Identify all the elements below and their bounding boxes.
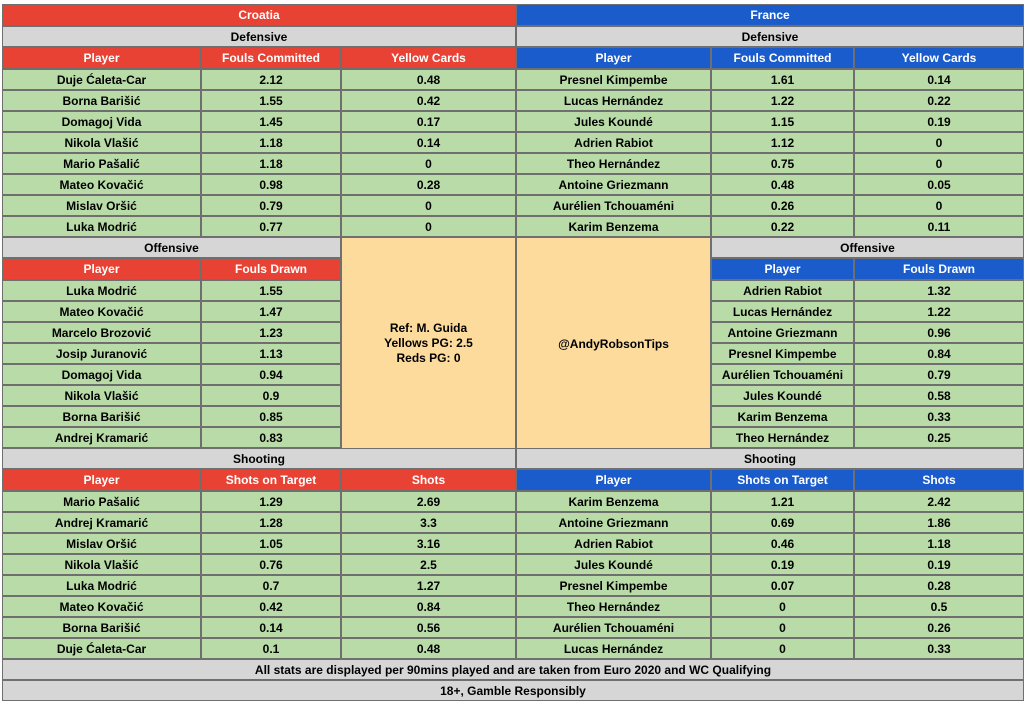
author-handle: @AndyRobsonTips	[516, 237, 711, 450]
table-cell-shots-on-target: 0	[711, 617, 854, 638]
table-cell-fouls: 0.22	[711, 216, 854, 237]
france-offensive-title: Offensive	[711, 237, 1024, 258]
table-cell-shots: 3.3	[341, 512, 516, 533]
table-cell-fouls: 0.48	[711, 174, 854, 195]
table-cell-fouls: 0.98	[201, 174, 341, 195]
table-cell-player: Karim Benzema	[711, 406, 854, 427]
table-cell-fouls-drawn: 0.25	[854, 427, 1024, 448]
table-cell-fouls-drawn: 1.23	[201, 322, 341, 343]
referee-yellows-per-game: Yellows PG: 2.5	[384, 336, 473, 350]
table-cell-fouls-drawn: 1.22	[854, 301, 1024, 322]
france-defensive-yellows-header: Yellow Cards	[854, 47, 1024, 69]
france-shots-header: Shots	[854, 469, 1024, 491]
table-cell-shots: 0.19	[854, 554, 1024, 575]
table-cell-player: Nikola Vlašić	[2, 385, 201, 406]
table-cell-fouls: 1.15	[711, 111, 854, 132]
table-cell-player: Luka Modrić	[2, 280, 201, 301]
croatia-offensive-fouls-drawn-header: Fouls Drawn	[201, 258, 341, 280]
table-cell-player: Borna Barišić	[2, 406, 201, 427]
croatia-shooting-title: Shooting	[2, 448, 516, 469]
stats-sheet	[2, 4, 1024, 701]
table-cell-player: Nikola Vlašić	[2, 132, 201, 153]
table-cell-shots: 2.5	[341, 554, 516, 575]
table-cell-player: Aurélien Tchouaméni	[711, 364, 854, 385]
table-cell-fouls-drawn: 0.58	[854, 385, 1024, 406]
table-cell-player: Aurélien Tchouaméni	[516, 195, 711, 216]
table-cell-fouls: 1.45	[201, 111, 341, 132]
table-cell-player: Jules Koundé	[516, 554, 711, 575]
table-cell-shots-on-target: 0.1	[201, 638, 341, 659]
croatia-defensive-yellows-header: Yellow Cards	[341, 47, 516, 69]
table-cell-fouls-drawn: 0.85	[201, 406, 341, 427]
table-cell-player: Lucas Hernández	[711, 301, 854, 322]
table-cell-player: Jules Koundé	[711, 385, 854, 406]
france-shooting-player-header: Player	[516, 469, 711, 491]
table-cell-player: Duje Ćaleta-Car	[2, 69, 201, 90]
table-cell-yellows: 0	[341, 153, 516, 174]
table-cell-fouls: 1.22	[711, 90, 854, 111]
table-cell-player: Antoine Griezmann	[711, 322, 854, 343]
table-cell-player: Borna Barišić	[2, 617, 201, 638]
table-cell-player: Andrej Kramarić	[2, 427, 201, 448]
gamble-disclaimer: 18+, Gamble Responsibly	[2, 680, 1024, 701]
table-cell-fouls-drawn: 1.32	[854, 280, 1024, 301]
croatia-defensive-fouls-header: Fouls Committed	[201, 47, 341, 69]
table-cell-player: Adrien Rabiot	[711, 280, 854, 301]
table-cell-yellows: 0.14	[854, 69, 1024, 90]
table-cell-player: Borna Barišić	[2, 90, 201, 111]
table-cell-shots-on-target: 0.07	[711, 575, 854, 596]
table-cell-player: Mario Pašalić	[2, 491, 201, 512]
table-cell-fouls-drawn: 0.83	[201, 427, 341, 448]
table-cell-shots-on-target: 1.21	[711, 491, 854, 512]
croatia-offensive-player-header: Player	[2, 258, 201, 280]
table-cell-player: Presnel Kimpembe	[711, 343, 854, 364]
table-cell-shots-on-target: 1.28	[201, 512, 341, 533]
table-cell-shots: 0.5	[854, 596, 1024, 617]
table-cell-yellows: 0	[341, 195, 516, 216]
france-defensive-fouls-header: Fouls Committed	[711, 47, 854, 69]
table-cell-shots: 2.42	[854, 491, 1024, 512]
table-cell-shots: 0.33	[854, 638, 1024, 659]
france-offensive-player-header: Player	[711, 258, 854, 280]
table-cell-yellows: 0	[854, 195, 1024, 216]
table-cell-shots-on-target: 1.05	[201, 533, 341, 554]
table-cell-player: Presnel Kimpembe	[516, 575, 711, 596]
table-cell-fouls: 0.77	[201, 216, 341, 237]
table-cell-fouls-drawn: 0.84	[854, 343, 1024, 364]
table-cell-player: Mislav Oršić	[2, 533, 201, 554]
table-cell-fouls: 1.61	[711, 69, 854, 90]
table-cell-player: Domagoj Vida	[2, 364, 201, 385]
table-cell-yellows: 0.42	[341, 90, 516, 111]
table-cell-fouls: 1.18	[201, 153, 341, 174]
croatia-shooting-player-header: Player	[2, 469, 201, 491]
france-shots-on-target-header: Shots on Target	[711, 469, 854, 491]
table-cell-yellows: 0.22	[854, 90, 1024, 111]
table-cell-player: Theo Hernández	[516, 153, 711, 174]
table-cell-player: Lucas Hernández	[516, 90, 711, 111]
table-cell-fouls-drawn: 0.79	[854, 364, 1024, 385]
table-cell-fouls-drawn: 1.13	[201, 343, 341, 364]
referee-name: Ref: M. Guida	[389, 321, 468, 335]
table-cell-shots-on-target: 0.14	[201, 617, 341, 638]
table-cell-fouls: 1.18	[201, 132, 341, 153]
table-cell-shots-on-target: 0.46	[711, 533, 854, 554]
table-cell-player: Jules Koundé	[516, 111, 711, 132]
table-cell-fouls: 2.12	[201, 69, 341, 90]
table-cell-shots: 2.69	[341, 491, 516, 512]
table-cell-yellows: 0.14	[341, 132, 516, 153]
france-defensive-title: Defensive	[516, 26, 1024, 47]
table-cell-fouls: 0.79	[201, 195, 341, 216]
table-cell-yellows: 0.19	[854, 111, 1024, 132]
table-cell-shots: 0.26	[854, 617, 1024, 638]
table-cell-player: Theo Hernández	[516, 596, 711, 617]
table-cell-fouls: 1.12	[711, 132, 854, 153]
croatia-shots-on-target-header: Shots on Target	[201, 469, 341, 491]
table-cell-yellows: 0	[341, 216, 516, 237]
table-cell-player: Mario Pašalić	[2, 153, 201, 174]
table-cell-player: Antoine Griezmann	[516, 174, 711, 195]
table-cell-yellows: 0.05	[854, 174, 1024, 195]
table-cell-yellows: 0.48	[341, 69, 516, 90]
table-cell-player: Mislav Oršić	[2, 195, 201, 216]
table-cell-fouls-drawn: 0.33	[854, 406, 1024, 427]
table-cell-shots: 3.16	[341, 533, 516, 554]
france-offensive-fouls-drawn-header: Fouls Drawn	[854, 258, 1024, 280]
table-cell-yellows: 0.17	[341, 111, 516, 132]
table-cell-player: Luka Modrić	[2, 216, 201, 237]
table-cell-shots: 1.86	[854, 512, 1024, 533]
table-cell-shots: 1.18	[854, 533, 1024, 554]
table-cell-yellows: 0	[854, 153, 1024, 174]
table-cell-player: Josip Juranović	[2, 343, 201, 364]
table-cell-yellows: 0	[854, 132, 1024, 153]
table-cell-player: Mateo Kovačić	[2, 596, 201, 617]
table-cell-fouls-drawn: 0.96	[854, 322, 1024, 343]
table-cell-player: Nikola Vlašić	[2, 554, 201, 575]
table-cell-player: Antoine Griezmann	[516, 512, 711, 533]
france-team-header: France	[516, 4, 1024, 26]
table-cell-shots: 0.48	[341, 638, 516, 659]
table-cell-shots-on-target: 1.29	[201, 491, 341, 512]
table-cell-fouls-drawn: 0.9	[201, 385, 341, 406]
croatia-defensive-player-header: Player	[2, 47, 201, 69]
table-cell-player: Karim Benzema	[516, 491, 711, 512]
table-cell-player: Domagoj Vida	[2, 111, 201, 132]
table-cell-player: Theo Hernández	[711, 427, 854, 448]
table-cell-player: Adrien Rabiot	[516, 533, 711, 554]
table-cell-yellows: 0.11	[854, 216, 1024, 237]
table-cell-player: Duje Ćaleta-Car	[2, 638, 201, 659]
croatia-offensive-title: Offensive	[2, 237, 341, 258]
table-cell-fouls: 0.75	[711, 153, 854, 174]
table-cell-shots: 1.27	[341, 575, 516, 596]
croatia-shots-header: Shots	[341, 469, 516, 491]
table-cell-fouls: 0.26	[711, 195, 854, 216]
table-cell-shots-on-target: 0.76	[201, 554, 341, 575]
table-cell-shots-on-target: 0	[711, 638, 854, 659]
referee-note	[341, 237, 516, 450]
croatia-defensive-title: Defensive	[2, 26, 516, 47]
table-cell-shots: 0.56	[341, 617, 516, 638]
france-defensive-player-header: Player	[516, 47, 711, 69]
table-cell-yellows: 0.28	[341, 174, 516, 195]
table-cell-shots: 0.28	[854, 575, 1024, 596]
referee-reds-per-game: Reds PG: 0	[396, 351, 461, 365]
table-cell-player: Mateo Kovačić	[2, 174, 201, 195]
table-cell-fouls-drawn: 1.55	[201, 280, 341, 301]
croatia-team-header: Croatia	[2, 4, 516, 26]
table-cell-shots-on-target: 0.69	[711, 512, 854, 533]
table-cell-player: Luka Modrić	[2, 575, 201, 596]
table-cell-shots-on-target: 0.19	[711, 554, 854, 575]
table-cell-player: Lucas Hernández	[516, 638, 711, 659]
table-cell-player: Adrien Rabiot	[516, 132, 711, 153]
table-cell-shots-on-target: 0.7	[201, 575, 341, 596]
table-cell-player: Aurélien Tchouaméni	[516, 617, 711, 638]
table-cell-player: Andrej Kramarić	[2, 512, 201, 533]
table-cell-shots: 0.84	[341, 596, 516, 617]
table-cell-fouls-drawn: 1.47	[201, 301, 341, 322]
france-shooting-title: Shooting	[516, 448, 1024, 469]
table-cell-player: Marcelo Brozović	[2, 322, 201, 343]
stats-footnote: All stats are displayed per 90mins played and are taken from Euro 2020 and WC Qualifying	[2, 659, 1024, 680]
table-cell-fouls: 1.55	[201, 90, 341, 111]
table-cell-fouls-drawn: 0.94	[201, 364, 341, 385]
table-cell-player: Mateo Kovačić	[2, 301, 201, 322]
table-cell-player: Karim Benzema	[516, 216, 711, 237]
table-cell-shots-on-target: 0.42	[201, 596, 341, 617]
table-cell-shots-on-target: 0	[711, 596, 854, 617]
table-cell-player: Presnel Kimpembe	[516, 69, 711, 90]
